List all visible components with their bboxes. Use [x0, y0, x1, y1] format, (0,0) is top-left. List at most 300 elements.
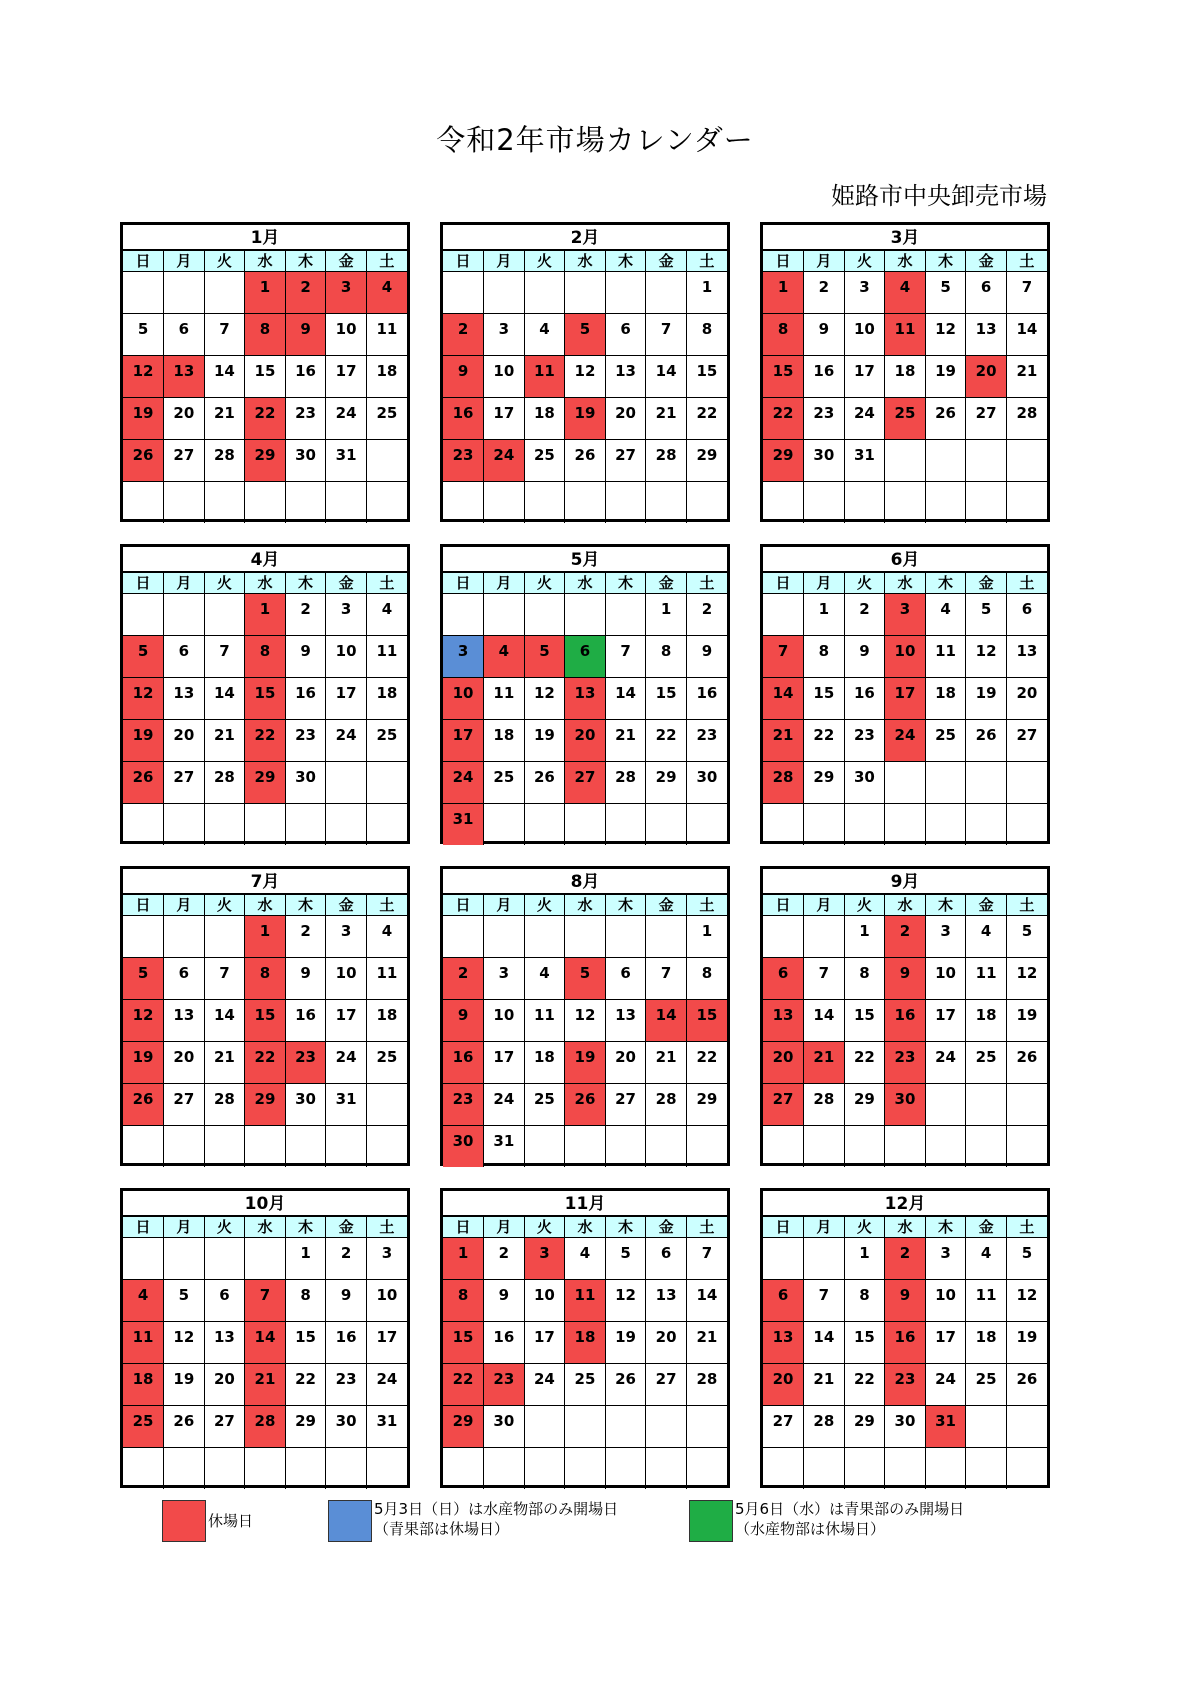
day-cell: 20 — [763, 1364, 804, 1406]
day-cell: 10 — [484, 356, 525, 398]
empty-cell — [366, 440, 407, 482]
month-calendar — [440, 544, 730, 844]
weekday-header: 土 — [686, 573, 727, 594]
weekday-header: 木 — [925, 895, 966, 916]
day-cell: 19 — [925, 356, 966, 398]
day-cell: 18 — [366, 1000, 407, 1042]
empty-cell — [605, 916, 646, 958]
day-cell: 7 — [804, 958, 845, 1000]
day-cell: 10 — [925, 1280, 966, 1322]
day-cell: 15 — [285, 1322, 326, 1364]
day-cell: 18 — [966, 1322, 1007, 1364]
weekday-header: 日 — [763, 1217, 804, 1238]
weekday-header: 木 — [925, 1217, 966, 1238]
day-cell: 10 — [326, 636, 367, 678]
weekday-header: 土 — [366, 1217, 407, 1238]
day-cell: 2 — [686, 594, 727, 636]
empty-cell — [204, 272, 245, 314]
day-cell: 17 — [925, 1322, 966, 1364]
day-cell: 2 — [326, 1238, 367, 1280]
empty-cell — [686, 804, 727, 846]
day-cell: 29 — [804, 762, 845, 804]
day-cell: 16 — [443, 1042, 484, 1084]
empty-cell — [605, 1448, 646, 1490]
empty-cell — [326, 1448, 367, 1490]
weekday-header: 金 — [966, 895, 1007, 916]
day-cell: 9 — [443, 356, 484, 398]
day-cell: 21 — [646, 398, 687, 440]
day-cell: 15 — [646, 678, 687, 720]
day-cell: 9 — [885, 1280, 926, 1322]
day-cell: 14 — [686, 1280, 727, 1322]
weekday-header: 木 — [285, 895, 326, 916]
empty-cell — [1006, 804, 1047, 846]
day-cell: 31 — [326, 440, 367, 482]
day-cell: 21 — [763, 720, 804, 762]
empty-cell — [605, 1406, 646, 1448]
day-cell: 10 — [885, 636, 926, 678]
empty-cell — [844, 1448, 885, 1490]
day-cell: 13 — [966, 314, 1007, 356]
weekday-header: 日 — [123, 251, 164, 272]
day-cell: 4 — [366, 916, 407, 958]
day-cell: 5 — [524, 636, 565, 678]
day-cell: 23 — [484, 1364, 525, 1406]
empty-cell — [686, 1406, 727, 1448]
day-cell: 7 — [605, 636, 646, 678]
month-calendar — [440, 866, 730, 1166]
day-cell: 28 — [605, 762, 646, 804]
day-cell: 5 — [925, 272, 966, 314]
day-cell: 17 — [484, 398, 525, 440]
day-cell: 21 — [605, 720, 646, 762]
day-cell: 26 — [123, 440, 164, 482]
day-cell: 22 — [844, 1042, 885, 1084]
day-cell: 9 — [484, 1280, 525, 1322]
empty-cell — [484, 594, 525, 636]
empty-cell — [844, 1126, 885, 1168]
weekday-header: 月 — [804, 573, 845, 594]
day-cell: 19 — [966, 678, 1007, 720]
weekday-header: 水 — [885, 573, 926, 594]
day-cell: 21 — [204, 1042, 245, 1084]
day-cell: 11 — [366, 958, 407, 1000]
weekday-header: 月 — [164, 895, 205, 916]
month-title: 9月 — [763, 869, 1047, 895]
day-cell: 23 — [885, 1364, 926, 1406]
day-cell: 8 — [804, 636, 845, 678]
day-cell: 27 — [605, 1084, 646, 1126]
empty-cell — [565, 482, 606, 524]
empty-cell — [844, 804, 885, 846]
day-cell: 10 — [524, 1280, 565, 1322]
weekday-header: 金 — [966, 573, 1007, 594]
weekday-header: 日 — [763, 251, 804, 272]
weekday-header: 土 — [1006, 251, 1047, 272]
empty-cell — [686, 482, 727, 524]
day-cell: 16 — [326, 1322, 367, 1364]
day-cell: 7 — [686, 1238, 727, 1280]
day-cell: 6 — [605, 958, 646, 1000]
empty-cell — [565, 1448, 606, 1490]
day-cell: 9 — [326, 1280, 367, 1322]
day-cell: 22 — [285, 1364, 326, 1406]
empty-cell — [524, 272, 565, 314]
month-title: 6月 — [763, 547, 1047, 573]
day-cell: 1 — [245, 916, 286, 958]
weekday-header: 木 — [285, 573, 326, 594]
day-cell: 21 — [204, 720, 245, 762]
day-cell: 2 — [804, 272, 845, 314]
day-cell: 4 — [565, 1238, 606, 1280]
day-cell: 6 — [605, 314, 646, 356]
day-cell: 11 — [524, 356, 565, 398]
empty-cell — [763, 482, 804, 524]
empty-cell — [925, 804, 966, 846]
day-cell: 23 — [443, 1084, 484, 1126]
weekday-header: 水 — [565, 251, 606, 272]
day-cell: 11 — [925, 636, 966, 678]
day-cell: 13 — [164, 1000, 205, 1042]
day-cell: 22 — [245, 720, 286, 762]
day-cell: 13 — [164, 678, 205, 720]
day-cell: 24 — [484, 1084, 525, 1126]
day-cell: 2 — [844, 594, 885, 636]
day-cell: 5 — [565, 958, 606, 1000]
day-cell: 1 — [686, 916, 727, 958]
empty-cell — [605, 804, 646, 846]
day-cell: 18 — [484, 720, 525, 762]
weekday-header: 月 — [804, 895, 845, 916]
weekday-header: 日 — [763, 573, 804, 594]
day-cell: 30 — [285, 762, 326, 804]
empty-cell — [605, 272, 646, 314]
day-cell: 15 — [844, 1322, 885, 1364]
day-cell: 14 — [646, 356, 687, 398]
empty-cell — [164, 1126, 205, 1168]
day-cell: 23 — [326, 1364, 367, 1406]
day-cell: 23 — [285, 398, 326, 440]
day-cell: 8 — [844, 1280, 885, 1322]
day-cell: 21 — [686, 1322, 727, 1364]
empty-cell — [245, 482, 286, 524]
day-cell: 16 — [844, 678, 885, 720]
day-cell: 24 — [484, 440, 525, 482]
empty-cell — [844, 482, 885, 524]
day-cell: 15 — [804, 678, 845, 720]
empty-cell — [885, 1448, 926, 1490]
month-calendar — [120, 544, 410, 844]
day-cell: 25 — [925, 720, 966, 762]
empty-cell — [366, 762, 407, 804]
empty-cell — [885, 1126, 926, 1168]
weekday-header: 土 — [686, 251, 727, 272]
empty-cell — [123, 272, 164, 314]
empty-cell — [925, 1448, 966, 1490]
day-cell: 8 — [844, 958, 885, 1000]
empty-cell — [966, 1448, 1007, 1490]
day-cell: 6 — [164, 958, 205, 1000]
day-cell: 3 — [844, 272, 885, 314]
empty-cell — [763, 1238, 804, 1280]
month-title: 1月 — [123, 225, 407, 251]
day-cell: 29 — [443, 1406, 484, 1448]
day-cell: 10 — [326, 958, 367, 1000]
day-cell: 5 — [123, 958, 164, 1000]
day-cell: 18 — [366, 356, 407, 398]
day-cell: 1 — [443, 1238, 484, 1280]
month-title: 10月 — [123, 1191, 407, 1217]
weekday-header: 火 — [524, 1217, 565, 1238]
weekday-header: 土 — [366, 251, 407, 272]
empty-cell — [1006, 482, 1047, 524]
weekday-header: 水 — [245, 1217, 286, 1238]
weekday-header: 火 — [524, 573, 565, 594]
month-calendar — [440, 222, 730, 522]
day-cell: 25 — [524, 1084, 565, 1126]
month-calendar — [120, 1188, 410, 1488]
empty-cell — [524, 594, 565, 636]
empty-cell — [123, 482, 164, 524]
day-cell: 8 — [686, 314, 727, 356]
weekday-header: 水 — [885, 1217, 926, 1238]
day-cell: 19 — [1006, 1322, 1047, 1364]
day-cell: 7 — [804, 1280, 845, 1322]
empty-cell — [204, 804, 245, 846]
day-cell: 16 — [804, 356, 845, 398]
day-cell: 9 — [285, 958, 326, 1000]
day-cell: 28 — [804, 1084, 845, 1126]
empty-cell — [885, 804, 926, 846]
empty-cell — [804, 1448, 845, 1490]
empty-cell — [123, 1448, 164, 1490]
weekday-header: 火 — [844, 1217, 885, 1238]
day-cell: 17 — [484, 1042, 525, 1084]
empty-cell — [245, 1126, 286, 1168]
day-cell: 17 — [885, 678, 926, 720]
day-cell: 24 — [326, 720, 367, 762]
day-cell: 7 — [646, 314, 687, 356]
empty-cell — [925, 482, 966, 524]
day-cell: 18 — [366, 678, 407, 720]
legend-holiday-swatch — [162, 1500, 206, 1542]
legend-blue-line2: （青果部は休場日） — [374, 1520, 510, 1538]
day-cell: 25 — [366, 398, 407, 440]
day-cell: 15 — [245, 678, 286, 720]
day-cell: 29 — [844, 1084, 885, 1126]
empty-cell — [285, 804, 326, 846]
day-cell: 11 — [885, 314, 926, 356]
organization-name: 姫路市中央卸売市場 — [831, 182, 1047, 210]
weekday-header: 土 — [366, 895, 407, 916]
day-cell: 18 — [524, 398, 565, 440]
weekday-header: 木 — [925, 573, 966, 594]
legend-green-line2: （水産物部は休場日） — [735, 1520, 886, 1538]
day-cell: 20 — [605, 1042, 646, 1084]
day-cell: 10 — [366, 1280, 407, 1322]
day-cell: 3 — [326, 916, 367, 958]
month-title: 5月 — [443, 547, 727, 573]
day-cell: 22 — [686, 398, 727, 440]
day-cell: 26 — [565, 1084, 606, 1126]
day-cell: 10 — [443, 678, 484, 720]
day-cell: 19 — [164, 1364, 205, 1406]
day-cell: 8 — [646, 636, 687, 678]
day-cell: 14 — [1006, 314, 1047, 356]
month-title: 8月 — [443, 869, 727, 895]
weekday-header: 火 — [204, 251, 245, 272]
day-cell: 12 — [123, 1000, 164, 1042]
day-cell: 15 — [245, 1000, 286, 1042]
empty-cell — [524, 1126, 565, 1168]
empty-cell — [524, 1448, 565, 1490]
legend-holiday-label: 休場日 — [208, 1512, 254, 1530]
day-cell: 4 — [966, 1238, 1007, 1280]
empty-cell — [366, 482, 407, 524]
day-cell: 29 — [245, 1084, 286, 1126]
empty-cell — [565, 272, 606, 314]
day-cell: 27 — [164, 440, 205, 482]
empty-cell — [763, 1448, 804, 1490]
day-cell: 27 — [164, 1084, 205, 1126]
day-cell: 3 — [326, 272, 367, 314]
day-cell: 4 — [366, 594, 407, 636]
day-cell: 16 — [285, 1000, 326, 1042]
day-cell: 14 — [204, 1000, 245, 1042]
empty-cell — [164, 1448, 205, 1490]
empty-cell — [804, 482, 845, 524]
weekday-header: 木 — [605, 251, 646, 272]
day-cell: 15 — [686, 356, 727, 398]
day-cell: 2 — [285, 594, 326, 636]
day-cell: 8 — [443, 1280, 484, 1322]
day-cell: 16 — [885, 1322, 926, 1364]
empty-cell — [204, 1238, 245, 1280]
weekday-header: 水 — [565, 573, 606, 594]
empty-cell — [443, 272, 484, 314]
day-cell: 24 — [925, 1042, 966, 1084]
day-cell: 15 — [686, 1000, 727, 1042]
weekday-header: 金 — [646, 895, 687, 916]
day-cell: 19 — [123, 398, 164, 440]
weekday-header: 火 — [204, 573, 245, 594]
month-title: 12月 — [763, 1191, 1047, 1217]
day-cell: 22 — [443, 1364, 484, 1406]
day-cell: 20 — [1006, 678, 1047, 720]
empty-cell — [123, 804, 164, 846]
day-cell: 10 — [326, 314, 367, 356]
day-cell: 11 — [565, 1280, 606, 1322]
day-cell: 6 — [164, 636, 205, 678]
day-cell: 7 — [245, 1280, 286, 1322]
day-cell: 6 — [204, 1280, 245, 1322]
day-cell: 3 — [885, 594, 926, 636]
day-cell: 5 — [605, 1238, 646, 1280]
day-cell: 23 — [686, 720, 727, 762]
day-cell: 4 — [524, 314, 565, 356]
day-cell: 9 — [844, 636, 885, 678]
weekday-header: 木 — [285, 251, 326, 272]
day-cell: 5 — [1006, 1238, 1047, 1280]
day-cell: 18 — [565, 1322, 606, 1364]
empty-cell — [204, 916, 245, 958]
day-cell: 12 — [565, 356, 606, 398]
empty-cell — [245, 804, 286, 846]
empty-cell — [443, 594, 484, 636]
day-cell: 4 — [123, 1280, 164, 1322]
day-cell: 17 — [844, 356, 885, 398]
day-cell: 6 — [763, 958, 804, 1000]
day-cell: 16 — [285, 356, 326, 398]
day-cell: 25 — [966, 1042, 1007, 1084]
legend-green-line1: 5月6日（水）は青果部のみ開場日 — [735, 1500, 965, 1518]
day-cell: 27 — [605, 440, 646, 482]
empty-cell — [966, 482, 1007, 524]
day-cell: 15 — [443, 1322, 484, 1364]
day-cell: 30 — [443, 1126, 484, 1168]
day-cell: 16 — [443, 398, 484, 440]
day-cell: 28 — [204, 762, 245, 804]
day-cell: 31 — [484, 1126, 525, 1168]
day-cell: 8 — [245, 314, 286, 356]
day-cell: 2 — [885, 1238, 926, 1280]
day-cell: 25 — [885, 398, 926, 440]
day-cell: 13 — [1006, 636, 1047, 678]
day-cell: 31 — [925, 1406, 966, 1448]
day-cell: 9 — [285, 636, 326, 678]
day-cell: 29 — [686, 1084, 727, 1126]
empty-cell — [1006, 1406, 1047, 1448]
day-cell: 29 — [245, 440, 286, 482]
day-cell: 21 — [804, 1042, 845, 1084]
day-cell: 30 — [885, 1406, 926, 1448]
empty-cell — [484, 482, 525, 524]
day-cell: 4 — [366, 272, 407, 314]
empty-cell — [285, 482, 326, 524]
day-cell: 8 — [285, 1280, 326, 1322]
day-cell: 12 — [123, 678, 164, 720]
day-cell: 17 — [366, 1322, 407, 1364]
day-cell: 2 — [443, 314, 484, 356]
empty-cell — [885, 482, 926, 524]
day-cell: 30 — [484, 1406, 525, 1448]
empty-cell — [763, 804, 804, 846]
day-cell: 21 — [804, 1364, 845, 1406]
day-cell: 20 — [605, 398, 646, 440]
empty-cell — [804, 1126, 845, 1168]
month-title: 7月 — [123, 869, 407, 895]
day-cell: 29 — [686, 440, 727, 482]
day-cell: 13 — [164, 356, 205, 398]
day-cell: 19 — [123, 720, 164, 762]
day-cell: 27 — [763, 1084, 804, 1126]
day-cell: 5 — [123, 636, 164, 678]
weekday-header: 金 — [326, 895, 367, 916]
day-cell: 27 — [565, 762, 606, 804]
day-cell: 23 — [285, 1042, 326, 1084]
empty-cell — [164, 804, 205, 846]
day-cell: 4 — [925, 594, 966, 636]
day-cell: 16 — [885, 1000, 926, 1042]
day-cell: 25 — [484, 762, 525, 804]
weekday-header: 金 — [646, 251, 687, 272]
day-cell: 30 — [686, 762, 727, 804]
weekday-header: 水 — [565, 1217, 606, 1238]
empty-cell — [885, 762, 926, 804]
empty-cell — [484, 1448, 525, 1490]
day-cell: 29 — [763, 440, 804, 482]
weekday-header: 月 — [484, 251, 525, 272]
